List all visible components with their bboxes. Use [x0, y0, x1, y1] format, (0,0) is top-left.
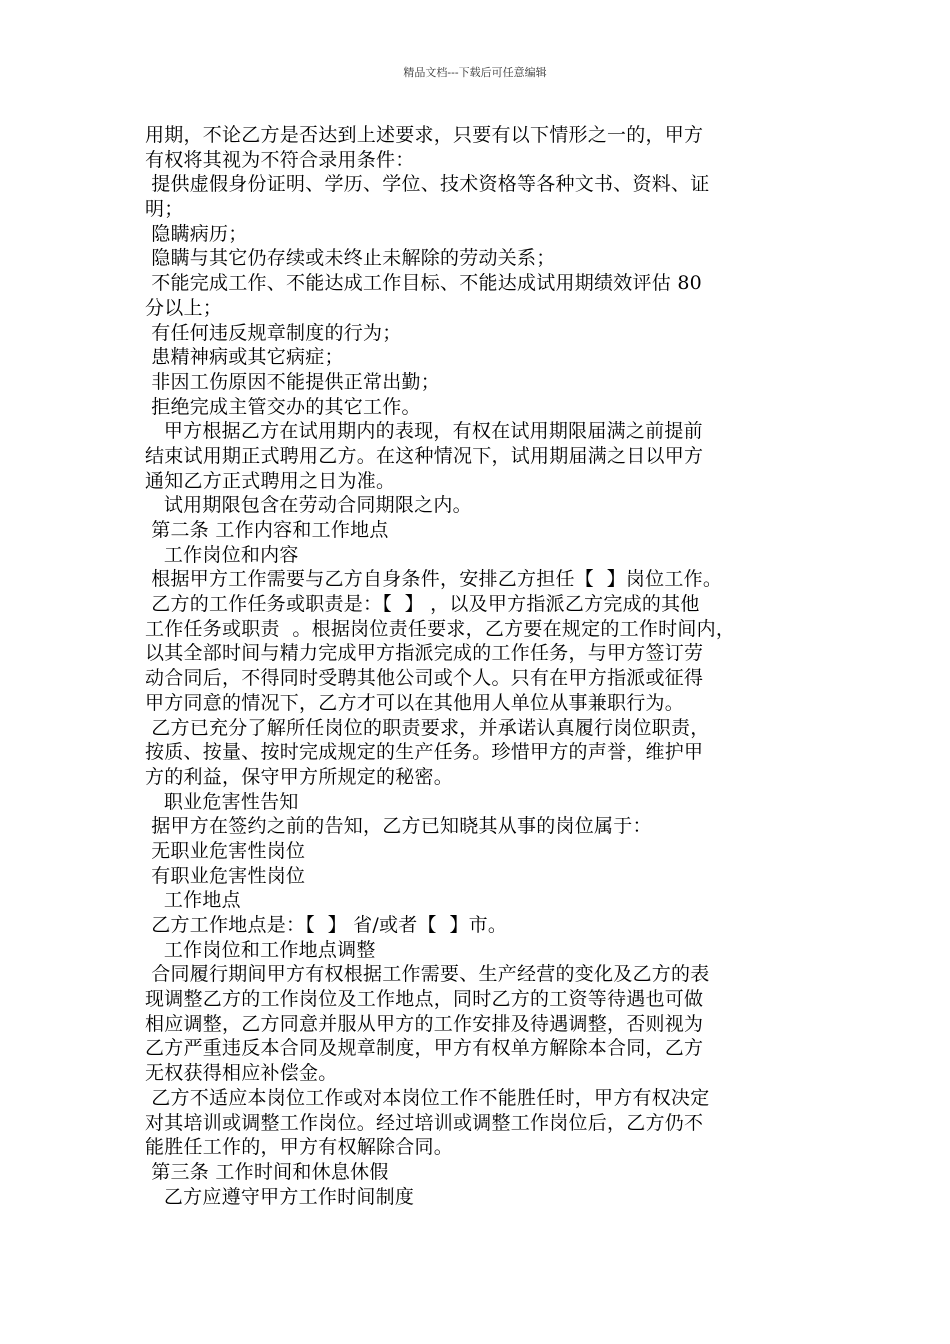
text-line: 明；	[145, 198, 184, 221]
text-line: 乙方严重违反本合同及规章制度，甲方有权单方解除本合同，乙方	[145, 1037, 704, 1060]
text-line: 隐瞒与其它仍存续或未终止未解除的劳动关系；	[145, 247, 556, 270]
text-line: 乙方已充分了解所任岗位的职责要求，并承诺认真履行岗位职责，	[145, 716, 710, 739]
section-heading: 第三条 工作时间和休息休假	[145, 1160, 389, 1183]
text-line: 方的利益，保守甲方所规定的秘密。	[145, 765, 454, 788]
text-line: 有任何违反规章制度的行为；	[145, 321, 402, 344]
text-line: 动合同后，不得同时受聘其他公司或个人。只有在甲方指派或征得	[145, 667, 704, 690]
page-header: 精品文档---下载后可任意编辑	[403, 66, 547, 79]
text-line: 按质、按量、按时完成规定的生产任务。珍惜甲方的声誉，维护甲	[145, 741, 704, 764]
text-line: 非因工伤原因不能提供正常出勤；	[145, 370, 441, 393]
subsection-heading: 职业危害性告知	[145, 790, 299, 813]
subsection-heading: 工作地点	[145, 889, 241, 912]
text-line: 相应调整，乙方同意并服从甲方的工作安排及待遇调整，否则视为	[145, 1012, 704, 1035]
document-body	[145, 123, 815, 1209]
text-line: 以其全部时间与精力完成甲方指派完成的工作任务，与甲方签订劳	[145, 642, 704, 665]
text-line: 有权将其视为不符合录用条件：	[145, 148, 415, 171]
text-line: 试用期限包含在劳动合同期限之内。	[145, 494, 472, 517]
text-line: 能胜任工作的，甲方有权解除合同。	[145, 1136, 454, 1159]
text-line: 甲方根据乙方在试用期内的表现，有权在试用期限届满之前提前	[145, 420, 703, 443]
text-line: 用期，不论乙方是否达到上述要求，只要有以下情形之一的，甲方	[145, 124, 704, 146]
text-line: 乙方不适应本岗位工作或对本岗位工作不能胜任时，甲方有权决定	[145, 1086, 710, 1109]
text-line: 乙方的工作任务或职责是：【 】 ，以及甲方指派乙方完成的其他	[145, 593, 700, 616]
subsection-heading: 工作岗位和内容	[145, 543, 299, 566]
text-line: 提供虚假身份证明、学历、学位、技术资格等各种文书、资料、证	[145, 173, 710, 196]
text-line: 据甲方在签约之前的告知，乙方已知晓其从事的岗位属于：	[145, 815, 652, 838]
text-line: 乙方应遵守甲方工作时间制度	[145, 1185, 415, 1208]
text-line: 对其培训或调整工作岗位。经过培训或调整工作岗位后，乙方仍不	[145, 1111, 704, 1134]
text-line: 现调整乙方的工作岗位及工作地点，同时乙方的工资等待遇也可做	[145, 988, 704, 1011]
text-line: 隐瞒病历；	[145, 222, 248, 245]
text-line: 有职业危害性岗位	[145, 864, 306, 887]
text-line: 无职业危害性岗位	[145, 839, 306, 862]
text-line: 拒绝完成主管交办的其它工作。	[145, 395, 421, 418]
text-line: 合同履行期间甲方有权根据工作需要、生产经营的变化及乙方的表	[145, 963, 710, 986]
text-line: 无权获得相应补偿金。	[145, 1062, 338, 1085]
text-line: 甲方同意的情况下，乙方才可以在其他用人单位从事兼职行为。	[145, 691, 685, 714]
text-line: 乙方工作地点是：【 】 省/或者【 】市。	[145, 914, 508, 936]
section-heading: 第二条 工作内容和工作地点	[145, 519, 389, 541]
text-line: 不能完成工作、不能达成工作目标、不能达成试用期绩效评估 80	[145, 272, 703, 295]
text-line: 患精神病或其它病症；	[145, 346, 344, 369]
text-line: 分以上；	[145, 296, 223, 319]
text-line: 工作任务或职责 。根据岗位责任要求，乙方要在规定的工作时间内，	[145, 617, 736, 640]
text-line: 结束试用期正式聘用乙方。在这种情况下，试用期届满之日以甲方	[145, 444, 704, 467]
text-line: 根据甲方工作需要与乙方自身条件，安排乙方担任【 】岗位工作。	[145, 568, 723, 591]
text-line: 通知乙方正式聘用之日为准。	[145, 469, 396, 492]
subsection-heading: 工作岗位和工作地点调整	[145, 938, 376, 961]
